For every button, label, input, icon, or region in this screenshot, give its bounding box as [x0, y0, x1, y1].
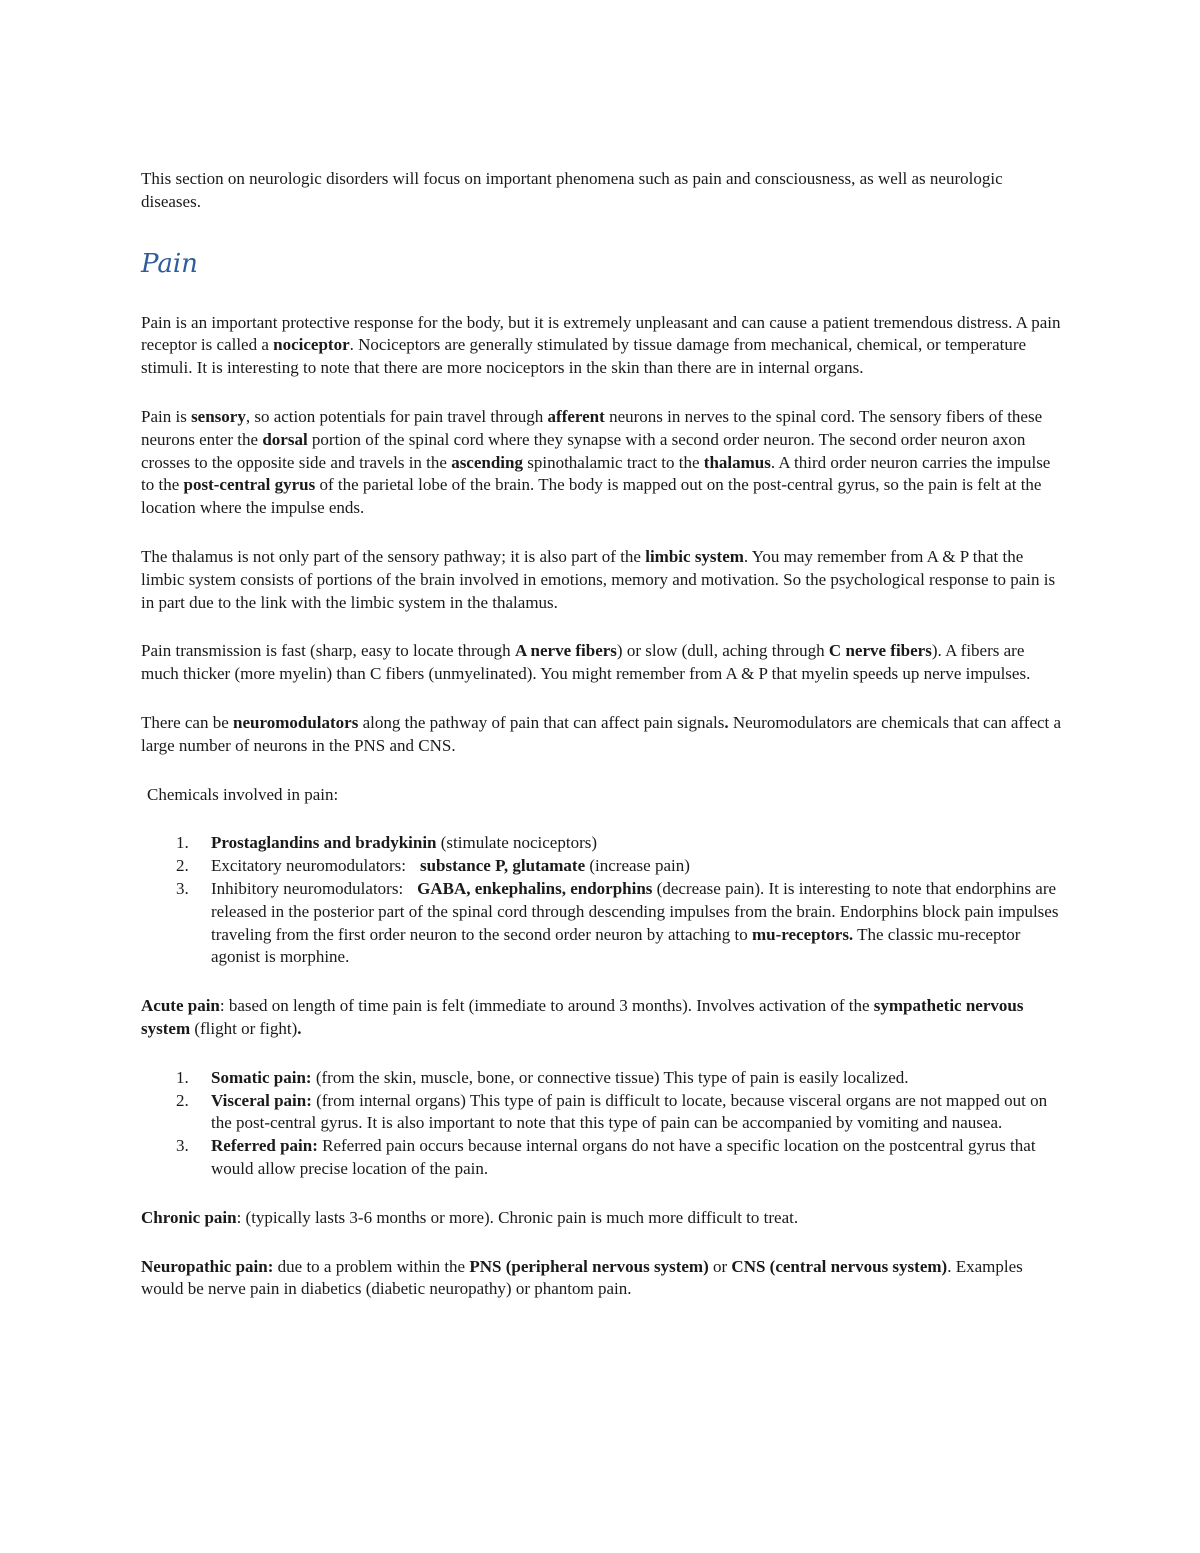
text: Excitatory neuromodulators:: [211, 856, 406, 876]
text: (decrease pain). It is interesting to note that endorphins are released in the posterior part of the spinal cord through descending impulses from the brain. Endorphins block pain impulses traveling from the first order neuron to the second order neuron by attaching to: [211, 878, 1059, 944]
section-heading: Pain: [141, 248, 198, 279]
term-nociceptor: nociceptor: [273, 335, 350, 355]
text: : (typically lasts 3-6 months or more). Chronic pain is much more difficult to treat.: [236, 1207, 799, 1227]
text: (from the skin, muscle, bone, or connective tissue) This type of pain is easily localized.: [311, 1067, 909, 1087]
paragraph-transmission: [141, 640, 1062, 686]
term-thalamus: thalamus: [703, 452, 771, 472]
term-acute-pain: Acute pain: [141, 996, 220, 1016]
term: Somatic pain:: [211, 1067, 312, 1087]
text: The classic mu-receptor agonist is morphine.: [211, 924, 1021, 967]
text: (increase pain): [585, 856, 690, 876]
term: Prostaglandins and bradykinin: [211, 833, 437, 853]
text-bold-period: .: [724, 712, 729, 732]
term-neuromodulators: neuromodulators: [233, 712, 359, 732]
term-sensory: sensory: [191, 406, 246, 426]
term-ascending: ascending: [451, 452, 523, 472]
list-number: 2.: [176, 856, 189, 876]
term-neuropathic-pain: Neuropathic pain:: [141, 1256, 274, 1276]
text: There can be: [141, 712, 234, 732]
term-afferent: afferent: [547, 406, 605, 426]
list-number: 3.: [176, 878, 189, 898]
text: portion of the spinal cord where they synapse with a second order neuron. The second order neuron axon crosses to the opposite side and travels in the: [141, 429, 1026, 472]
intro-paragraph: This section on neurologic disorders will focus on important phenomena such as pain and consciousness, as well as neurologic diseases.: [141, 169, 1003, 211]
list-number: 3.: [176, 1136, 189, 1156]
text: neurons in nerves to the spinal cord. The sensory fibers of these neurons enter the: [141, 406, 1043, 449]
term-dorsal: dorsal: [262, 429, 308, 449]
term-a-nerve-fibers: A nerve fibers: [514, 641, 617, 661]
text: or: [708, 1256, 732, 1276]
text: Pain is: [141, 406, 192, 426]
list-number: 2.: [176, 1090, 189, 1110]
text: : based on length of time pain is felt (immediate to around 3 months). Involves activation of the: [219, 996, 874, 1016]
text: (from internal organs) This type of pain is difficult to locate, because visceral organs are not mapped out on the post-central gyrus. It is also important to note that this type of pain can be accompanied by vomiting and nausea.: [211, 1090, 1048, 1133]
list-item: [176, 878, 1062, 969]
text: Neuromodulators are chemicals that can affect a large number of neurons in the PNS and CNS.: [141, 712, 1062, 755]
paragraph-neuromodulators: [141, 712, 1062, 758]
term-sympathetic: sympathetic nervous system: [141, 996, 1024, 1038]
text: of the parietal lobe of the brain. The body is mapped out on the post-central gyrus, so the pain is felt at the location where the impulse ends.: [141, 475, 1042, 518]
text: . Examples would be nerve pain in diabetics (diabetic neuropathy) or phantom pain.: [141, 1256, 1023, 1299]
paragraph-neuropathic-pain: [141, 1256, 1062, 1302]
text: ) or slow (dull, aching through: [616, 641, 829, 661]
list-item: [176, 1090, 1062, 1136]
text: Inhibitory neuromodulators:: [211, 878, 404, 898]
chemicals-label: Chemicals involved in pain:: [147, 784, 339, 804]
text: Referred pain occurs because internal organs do not have a specific location on the postcentral gyrus that would allow precise location of the pain.: [211, 1136, 1036, 1178]
text: . You may remember from A & P that the limbic system consists of portions of the brain involved in emotions, memory and motivation. So the psychological response to pain is in part due to the link with the limbic system in the thalamus.: [141, 546, 1056, 612]
term-cns: CNS (central nervous system): [731, 1256, 948, 1276]
list-item: [176, 832, 1062, 855]
paragraph-nociceptor: [141, 312, 1062, 380]
paragraph-limbic: [141, 546, 1062, 614]
text: (stimulate nociceptors): [436, 833, 598, 853]
text: . Nociceptors are generally stimulated by tissue damage from mechanical, chemical, or temperature stimuli. It is interesting to note that there are more nociceptors in the skin than there are in internal organs.: [141, 335, 1027, 378]
text: ). A fibers are much thicker (more myelin) than C fibers (unmyelinated). You might remember from A & P that myelin speeds up nerve impulses.: [141, 641, 1031, 684]
term-c-nerve-fibers: C nerve fibers: [828, 641, 932, 661]
text: due to a problem within the: [273, 1256, 470, 1276]
term-pns: PNS (peripheral nervous system): [469, 1256, 709, 1276]
text: (flight or fight): [190, 1018, 298, 1038]
text: spinothalamic tract to the: [522, 452, 704, 472]
paragraph-chronic-pain: [141, 1207, 1062, 1230]
term: Referred pain:: [211, 1136, 318, 1156]
list-number: 1.: [176, 1067, 189, 1087]
chemicals-list: [141, 832, 1062, 969]
paragraph-acute-pain: [141, 995, 1062, 1041]
list-number: 1.: [176, 833, 189, 853]
list-item: [176, 855, 1062, 878]
text: Pain is an important protective response for the body, but it is extremely unpleasant and can cause a patient tremendous distress. A pain receptor is called a: [141, 312, 1061, 355]
text: along the pathway of pain that can affect pain signals: [358, 712, 725, 732]
term: substance P, glutamate: [419, 856, 586, 876]
list-item: [176, 1067, 1062, 1090]
acute-pain-list: [141, 1067, 1062, 1181]
text: Pain transmission is fast (sharp, easy to locate through: [141, 641, 515, 661]
term-limbic-system: limbic system: [645, 546, 744, 566]
text-bold-period: .: [297, 1018, 302, 1038]
term-chronic-pain: Chronic pain: [141, 1207, 237, 1227]
list-item: [176, 1135, 1062, 1181]
text: . A third order neuron carries the impulse to the: [141, 452, 1051, 495]
term-post-central-gyrus: post-central gyrus: [183, 475, 316, 495]
term: Visceral pain:: [211, 1090, 312, 1110]
term-mu-receptors: mu-receptors.: [752, 924, 854, 944]
term: GABA, enkephalins, endorphins: [417, 878, 653, 898]
paragraph-pathway: [141, 406, 1062, 520]
text: The thalamus is not only part of the sensory pathway; it is also part of the: [141, 546, 646, 566]
text: , so action potentials for pain travel through: [245, 406, 548, 426]
